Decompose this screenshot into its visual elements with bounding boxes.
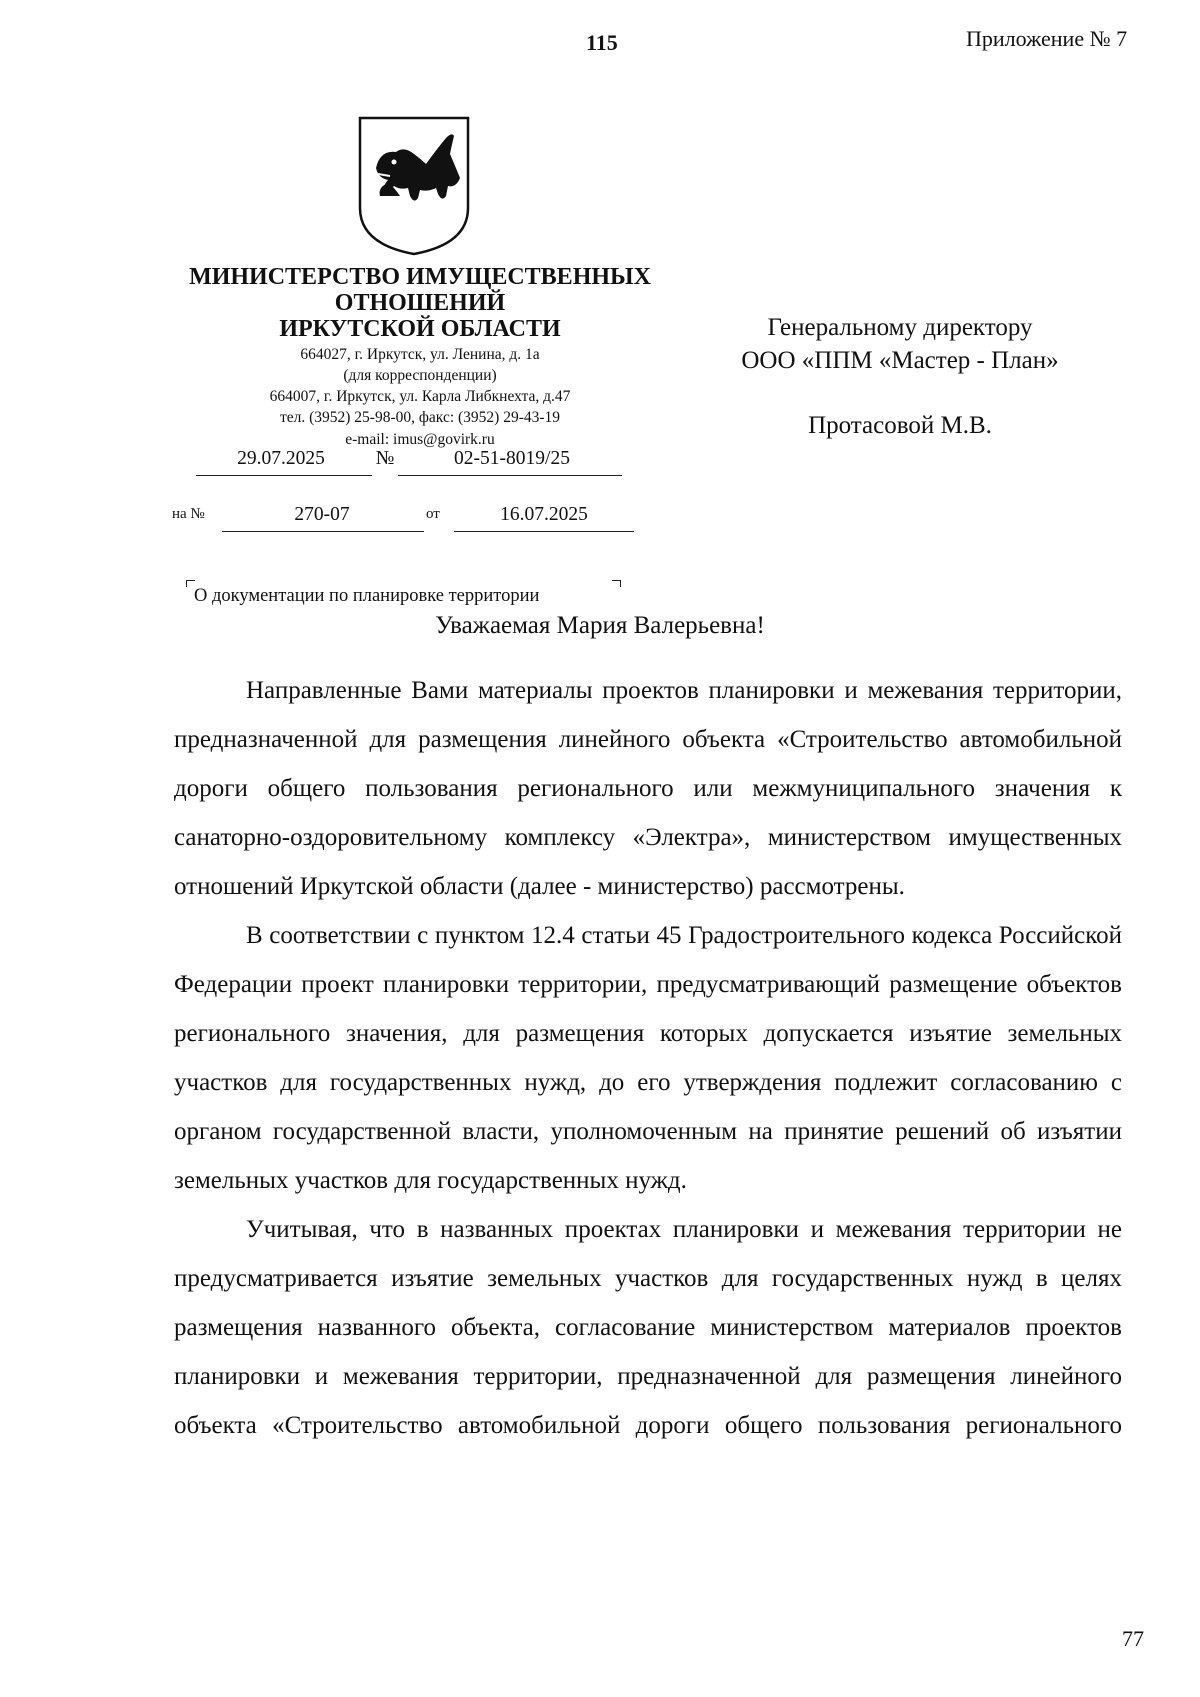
ministry-name-line3: ИРКУТСКОЙ ОБЛАСТИ: [279, 316, 561, 342]
reply-date-underline: [454, 531, 634, 532]
body-paragraph: Направленные Вами материалы проектов планировки и межевания территории, предназначенной для размещения линейного объекта «Строительство автомобильной дороги общего пользования регионального или межмуниципального значения к санаторно-оздоровительному комплексу «Электра», министерством имущественных отношений Иркутской области (далее - министерство) рассмотрены.: [174, 677, 1122, 900]
page-number-bottom: 77: [1122, 1626, 1144, 1651]
subject-line: О документации по планировке территории: [194, 586, 540, 606]
appendix-label: Приложение № 7: [966, 26, 1128, 51]
number-sign: №: [375, 448, 395, 469]
reply-date-label: от: [426, 506, 440, 522]
body-paragraph: В соответствии с пунктом 12.4 статьи 45 Градостроительного кодекса Российской Федерации проект планировки территории, предусматривающий размещение объектов регионального значения, для размещения которых допускается изъятие земельных участков для государственных нужд, до его утверждения подлежит согласованию с органом государственной власти, уполномоченным на принятие решений об изъятии земельных участков для государственных нужд.: [174, 922, 1122, 1194]
reply-date: 16.07.2025: [500, 504, 588, 525]
ministry-name-line1: МИНИСТЕРСТВО ИМУЩЕСТВЕННЫХ: [189, 264, 651, 290]
body-paragraph: Учитывая, что в названных проектах планировки и межевания территории не предусматривается изъятие земельных участков для государственных нужд в целях размещения названного объекта, согласование министерством материалов проектов планировки и межевания территории, предназначенной для размещения линейного объекта «Строительство автомобильной дороги общего пользования регионального: [174, 1216, 1122, 1439]
ministry-name-line2: ОТНОШЕНИЙ: [334, 290, 506, 316]
recipient-company: ООО «ППМ «Мастер - План»: [741, 347, 1059, 374]
irkutsk-coat-of-arms-icon: [356, 116, 472, 256]
recipient-title: Генеральному директору: [767, 314, 1033, 341]
address-line: (для корреспонденции): [343, 367, 497, 384]
address-line: тел. (3952) 25-98-00, факс: (3952) 29-43-19: [279, 409, 561, 426]
address-line: 664007, г. Иркутск, ул. Карла Либкнехта, д.47: [269, 388, 571, 405]
letter-body: [174, 666, 1122, 1450]
date-underline: [196, 475, 372, 476]
registration-number: 02-51-8019/25: [454, 448, 570, 469]
reply-number-underline: [222, 531, 424, 532]
reply-number: 270-07: [294, 504, 350, 525]
registration-date: 29.07.2025: [237, 448, 325, 469]
address-line: 664027, г. Иркутск, ул. Ленина, д. 1а: [300, 346, 540, 363]
page-number-top: 115: [586, 30, 618, 55]
number-underline: [398, 475, 622, 476]
ministry-name: [150, 264, 690, 342]
recipient-name: Протасовой М.В.: [808, 412, 992, 439]
salutation: Уважаемая Мария Валерьевна!: [435, 612, 765, 639]
reply-number-label: на №: [172, 506, 205, 522]
subject-corner-right: [612, 580, 621, 587]
email-line: e-mail: imus@govirk.ru: [345, 431, 495, 448]
